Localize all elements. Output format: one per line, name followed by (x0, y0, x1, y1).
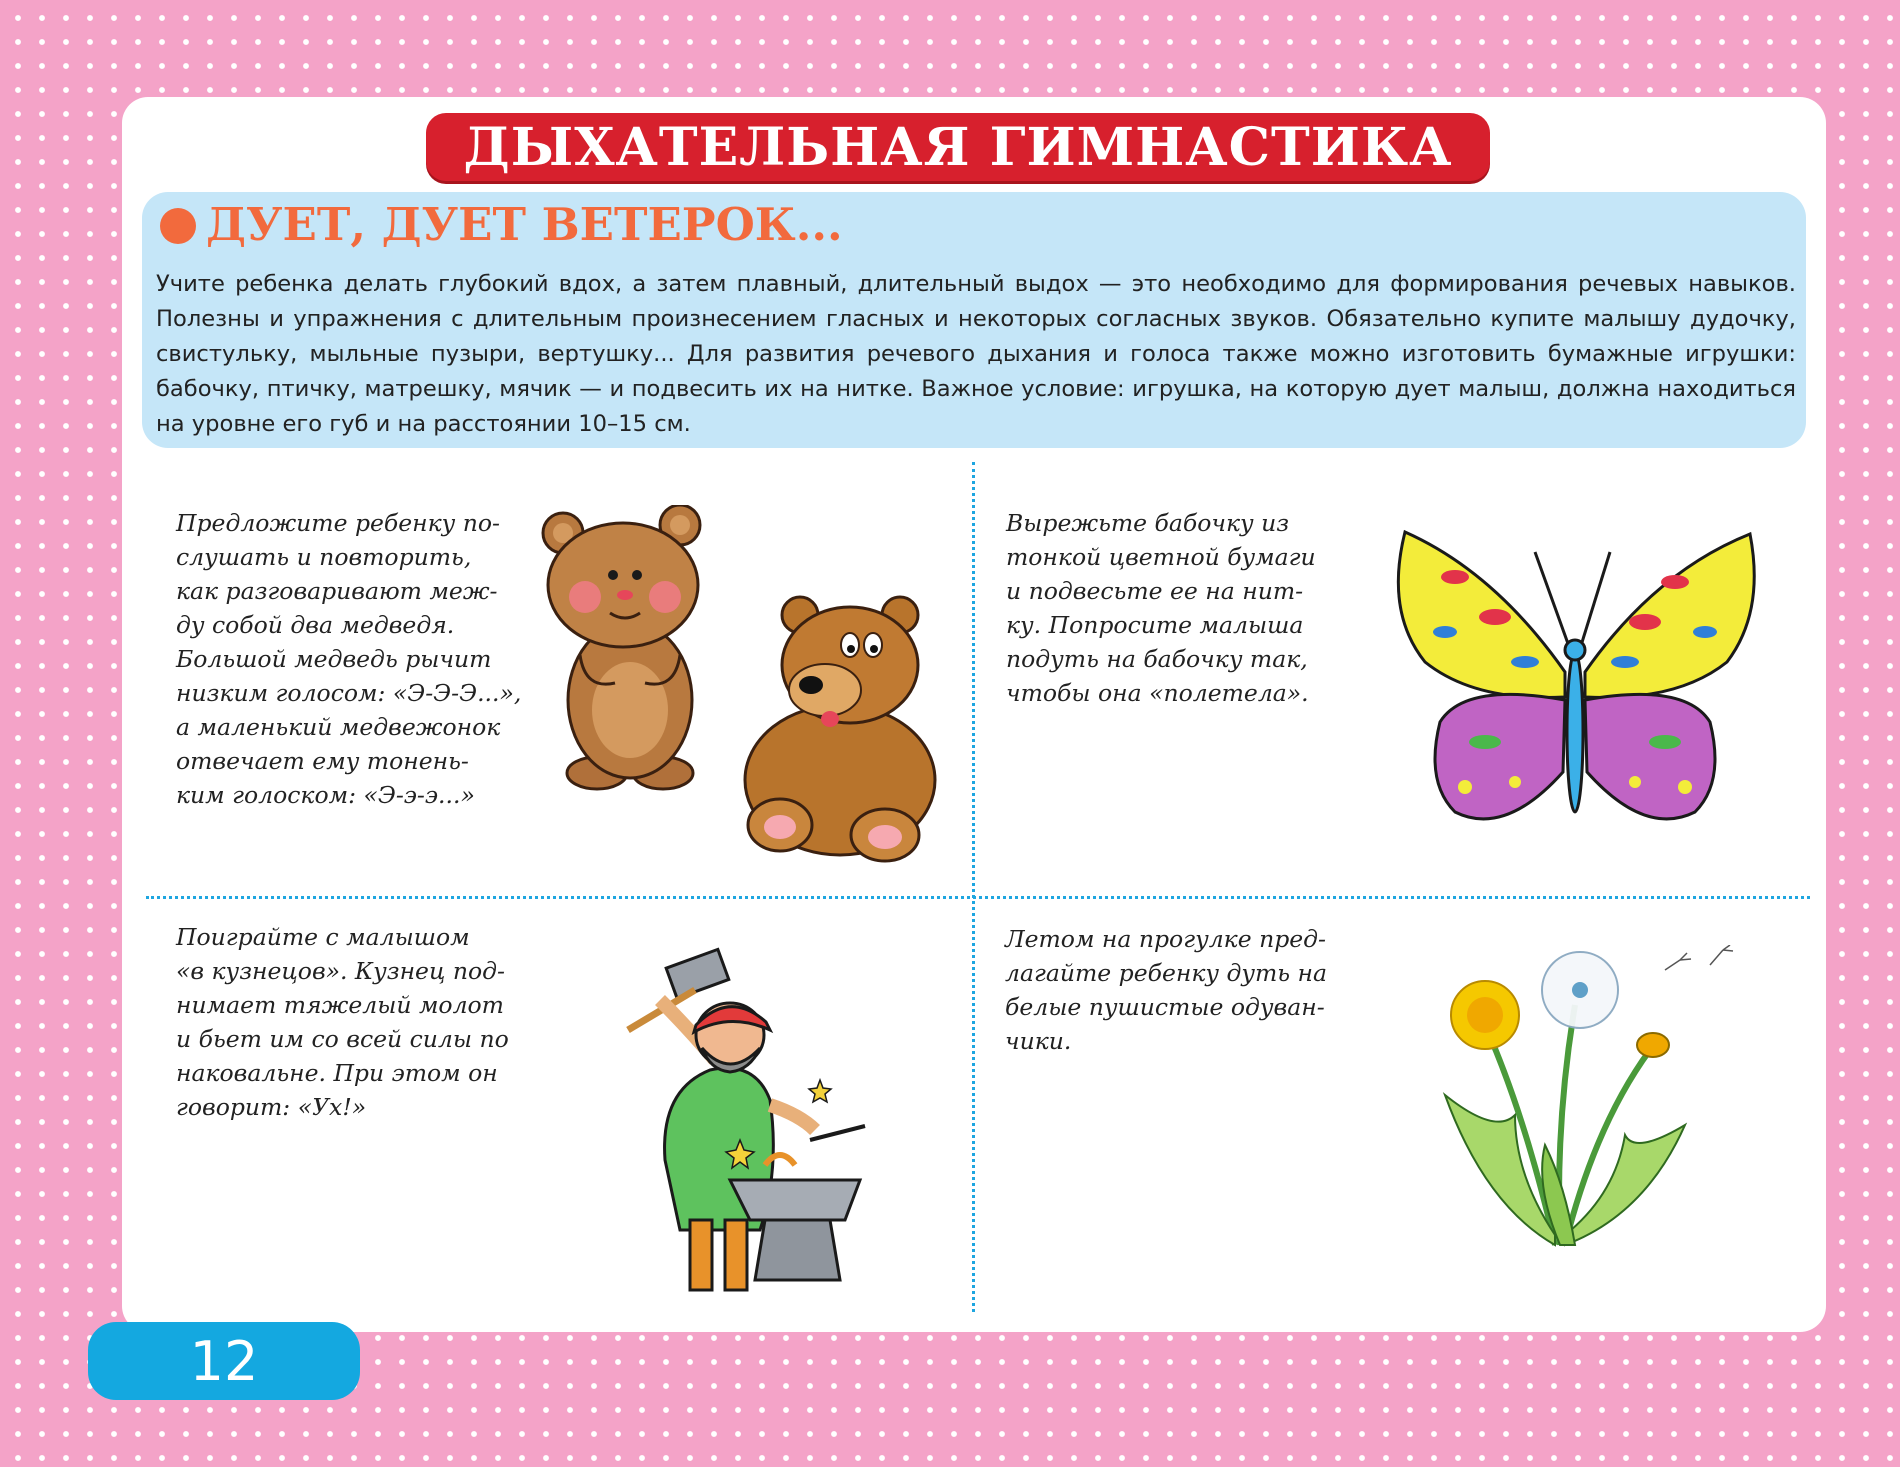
page-number: 12 (189, 1329, 259, 1393)
blacksmith-icon (628, 949, 865, 1290)
dandelion-icon (1445, 945, 1733, 1245)
text-line: ким голоском: «Э-э-э...» (176, 781, 475, 809)
standing-bear-icon (543, 505, 700, 789)
text-line: низким голосом: «Э-Э-Э...», (176, 679, 522, 707)
text-line: говорит: «Ух!» (176, 1093, 367, 1121)
text-line: Вырежьте бабочку из (1006, 509, 1290, 537)
horizontal-divider (146, 896, 1810, 899)
text-line: и подвесьте ее на нит- (1006, 577, 1304, 605)
text-line: ду собой два медведя. (176, 611, 455, 639)
text-line: а маленький медвежонок (176, 713, 501, 741)
page-title: ДЫХАТЕЛЬНАЯ ГИМНАСТИКА (463, 116, 1453, 178)
bullet-dot-icon (160, 208, 196, 244)
text-line: белые пушистые одуван- (1005, 993, 1325, 1021)
blacksmith-illustration (620, 930, 890, 1305)
page-number-badge (88, 1322, 360, 1400)
text-line: Предложите ребенку по- (176, 509, 500, 537)
text-line: как разговаривают меж- (176, 577, 498, 605)
text-line: Летом на прогулке пред- (1005, 925, 1326, 953)
blacksmith-exercise-text (176, 920, 516, 1124)
text-line: чтобы она «полетела». (1006, 679, 1309, 707)
dandelion-exercise-text (1005, 922, 1335, 1058)
text-line: слушать и повторить, (176, 543, 472, 571)
bears-exercise-text (176, 506, 522, 812)
butterfly-exercise-text (1006, 506, 1332, 710)
text-line: Большой медведь рычит (176, 645, 492, 673)
vertical-divider (972, 462, 975, 1312)
page-title-banner (426, 113, 1490, 181)
dandelion-illustration (1425, 945, 1765, 1275)
intro-panel (142, 192, 1806, 448)
text-line: и бьет им со всей силы по (176, 1025, 509, 1053)
butterfly-illustration (1385, 522, 1765, 842)
text-line: Поиграйте с малышом (176, 923, 470, 951)
text-line: отвечает ему тонень- (176, 747, 469, 775)
two-bears-illustration (525, 505, 955, 875)
sitting-bear-icon (745, 597, 935, 861)
text-line: тонкой цветной бумаги (1006, 543, 1316, 571)
text-line: наковальне. При этом он (176, 1059, 498, 1087)
text-line: лагайте ребенку дуть на (1005, 959, 1328, 987)
text-line: нимает тяжелый молот (176, 991, 504, 1019)
section-text: Учите ребенка делать глубокий вдох, а затем плавный, длительный выдох — это необходимо для формирования речевых навыков. Полезны и упражнения с длительным произнесением гласных и некоторых согласных звуков. Обязательно купите малышу дудочку, свистульку, мыльные пузыри, вертушку... Для развития речевого дыхания и голоса также можно изготовить бумажные игрушки: бабочку, птичку, матрешку, мячик — и подвесить их на нитке. Важное условие: игрушка, на которую дует малыш, должна находиться на уровне его губ и на расстоянии 10–15 см. (156, 271, 1796, 437)
text-line: чики. (1005, 1027, 1072, 1055)
text-line: «в кузнецов». Кузнец под- (176, 957, 505, 985)
section-heading: ДУЕТ, ДУЕТ ВЕТЕРОК... (206, 198, 843, 251)
text-line: ку. Попросите малыша (1006, 611, 1304, 639)
text-line: подуть на бабочку так, (1006, 645, 1308, 673)
